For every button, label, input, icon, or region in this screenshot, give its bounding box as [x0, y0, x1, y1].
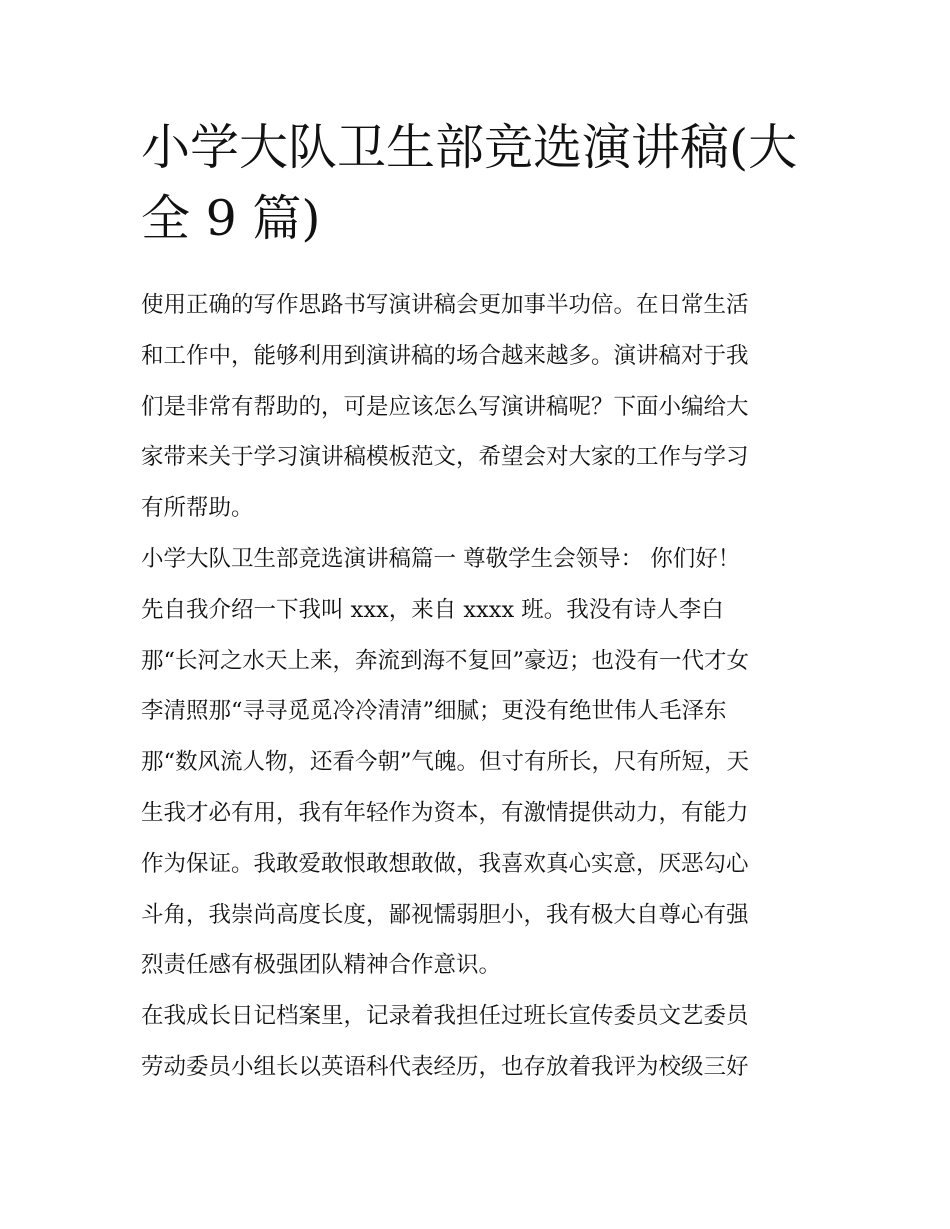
body-line: 生我才必有用，我有年轻作为资本，有激情提供动力，有能力: [141, 799, 749, 826]
document-title: [141, 112, 821, 254]
title-line: 全 9 篇): [141, 190, 321, 247]
body-line: 们是非常有帮助的，可是应该怎么写演讲稿呢？下面小编给大: [141, 393, 749, 420]
body-line: 家带来关于学习演讲稿模板范文，希望会对大家的工作与学习: [141, 444, 749, 471]
body-line: 李清照那“寻寻觅觅冷冷清清”细腻；更没有绝世伟人毛泽东: [141, 698, 727, 725]
body-line: 斗角，我崇尚高度长度，鄙视懦弱胆小，我有极大自尊心有强: [141, 901, 749, 928]
body-line: 小学大队卫生部竞选演讲稿篇一 尊敬学生会领导： 你们好！: [141, 545, 741, 572]
title-line: 小学大队卫生部竞选演讲稿(大: [141, 119, 798, 176]
body-line: 那“长河之水天上来，奔流到海不复回”豪迈；也没有一代才女: [141, 647, 750, 674]
body-line: 在我成长日记档案里，记录着我担任过班长宣传委员文艺委员: [141, 1003, 749, 1030]
document-body: [141, 280, 831, 1093]
body-line: 那“数风流人物，还看今朝”气魄。但寸有所长，尺有所短，天: [141, 749, 750, 776]
body-line: 烈责任感有极强团队精神合作意识。: [141, 952, 502, 979]
body-line: 劳动委员小组长以英语科代表经历，也存放着我评为校级三好: [141, 1053, 749, 1080]
body-line: 作为保证。我敢爱敢恨敢想敢做，我喜欢真心实意，厌恶勾心: [141, 850, 749, 877]
body-line: 使用正确的写作思路书写演讲稿会更加事半功倍。在日常生活: [141, 292, 749, 318]
body-line: 和工作中，能够利用到演讲稿的场合越来越多。演讲稿对于我: [141, 342, 749, 369]
body-line: 有所帮助。: [141, 495, 254, 522]
body-line: 先自我介绍一下我叫 xxx，来自 xxxx 班。我没有诗人李白: [141, 596, 724, 623]
